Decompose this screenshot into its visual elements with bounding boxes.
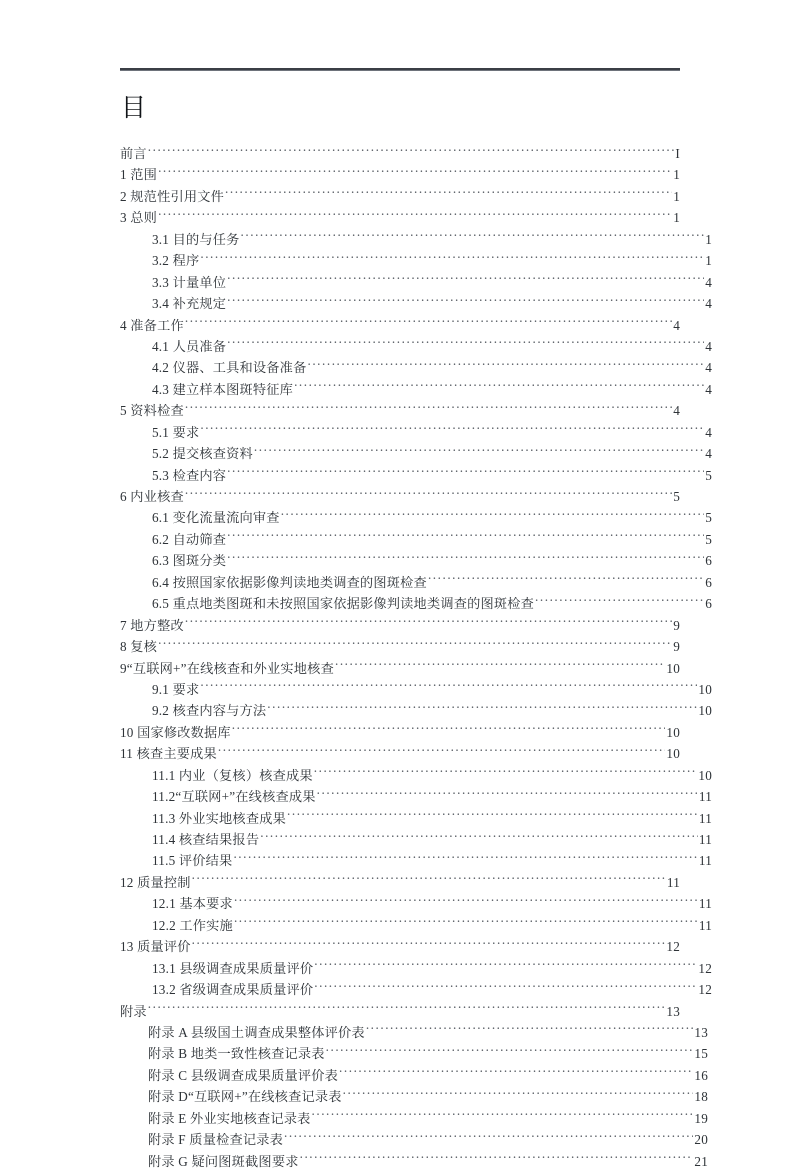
- toc-dot-leader: [314, 981, 697, 994]
- toc-dot-leader: [185, 316, 672, 329]
- toc-dot-leader: [335, 659, 665, 672]
- toc-entry-label: 8 复核: [120, 639, 158, 655]
- toc-entry-page-number: 9: [673, 617, 680, 633]
- toc-dot-leader: [232, 724, 666, 737]
- toc-entry-page-number: 11: [698, 896, 712, 912]
- toc-entry-page-number: 11: [698, 832, 712, 847]
- toc-entry-page-number: 10: [698, 767, 712, 783]
- toc-entry[interactable]: [120, 250, 712, 271]
- toc-entry-page-number: 11: [698, 917, 712, 933]
- toc-entry-label: 11.2“互联网+”在线核查成果: [152, 789, 316, 805]
- toc-entry-page-number: 11: [698, 789, 712, 805]
- toc-entry-label: 13 质量评价: [120, 939, 191, 955]
- toc-dot-leader: [314, 767, 698, 780]
- toc-dot-leader: [234, 895, 698, 908]
- toc-entry[interactable]: [120, 529, 712, 550]
- toc-dot-leader: [267, 702, 697, 715]
- toc-dot-leader: [326, 1045, 694, 1058]
- toc-dot-leader: [227, 466, 704, 479]
- toc-dot-leader: [200, 424, 704, 437]
- toc-entry-label: 12.1 基本要求: [152, 896, 233, 912]
- toc-entry-page-number: 12: [666, 939, 680, 955]
- toc-dot-leader: [366, 1024, 694, 1037]
- toc-entry-label: 前言: [120, 146, 147, 161]
- toc-dot-leader: [287, 809, 698, 822]
- toc-entry-label: 9.2 核查内容与方法: [152, 703, 267, 719]
- toc-entry-label: 13.1 县级调查成果质量评价: [152, 960, 314, 976]
- toc-entry-label: 1 范围: [120, 167, 158, 183]
- toc-entry-page-number: 1: [673, 188, 680, 204]
- toc-entry[interactable]: [120, 465, 712, 486]
- toc-entry-page-number: 15: [694, 1046, 708, 1062]
- toc-dot-leader: [227, 273, 704, 286]
- toc-entry-page-number: 1: [673, 210, 680, 226]
- toc-entry[interactable]: [120, 936, 680, 957]
- toc-entry-page-number: 6: [705, 596, 712, 612]
- toc-entry[interactable]: [120, 958, 712, 979]
- toc-dot-leader: [234, 917, 698, 930]
- toc-dot-leader: [260, 831, 698, 844]
- toc-entry-label: 11 核查主要成果: [120, 746, 217, 762]
- toc-entry[interactable]: [120, 315, 680, 336]
- toc-entry-label: 3 总则: [120, 210, 158, 226]
- toc-entry[interactable]: [120, 336, 712, 357]
- toc-entry[interactable]: [120, 379, 712, 400]
- toc-entry[interactable]: [120, 357, 712, 378]
- toc-entry-page-number: 12: [698, 960, 712, 976]
- toc-dot-leader: [312, 1110, 694, 1123]
- toc-entry-page-number: 10: [666, 724, 680, 740]
- toc-entry-label: 4.3 建立样本图斑特征库: [152, 381, 294, 397]
- toc-entry-label: 附录 G 疑问图斑截图要求: [148, 1153, 299, 1169]
- toc-entry[interactable]: [120, 1086, 708, 1107]
- toc-dot-leader: [185, 402, 672, 415]
- toc-entry-page-number: 1: [705, 253, 712, 269]
- toc-entry-page-number: 4: [705, 360, 712, 376]
- table-of-contents: [120, 143, 712, 1172]
- toc-entry-label: 附录 F 质量检查记录表: [148, 1132, 284, 1148]
- toc-entry[interactable]: [120, 1151, 708, 1172]
- toc-entry-label: 3.2 程序: [152, 253, 200, 269]
- toc-entry-page-number: 5: [705, 531, 712, 547]
- toc-entry[interactable]: [120, 808, 712, 829]
- toc-entry-page-number: 12: [698, 982, 712, 998]
- toc-entry[interactable]: [120, 143, 680, 164]
- toc-entry[interactable]: [120, 615, 680, 636]
- toc-entry-page-number: 4: [705, 424, 712, 440]
- toc-entry[interactable]: [120, 1108, 708, 1129]
- toc-dot-leader: [339, 1067, 693, 1080]
- toc-entry-label: 9.1 要求: [152, 681, 200, 697]
- toc-entry-label: 11.4 核查结果报告: [152, 832, 260, 847]
- toc-entry-label: 7 地方整改: [120, 617, 184, 633]
- toc-entry-label: 10 国家修改数据库: [120, 724, 231, 740]
- toc-entry[interactable]: [120, 1022, 708, 1043]
- toc-dot-leader: [185, 616, 672, 629]
- toc-entry-page-number: 9: [673, 639, 680, 655]
- toc-entry-label: 5.2 提交核查资料: [152, 446, 253, 462]
- toc-entry-page-number: 4: [705, 446, 712, 462]
- toc-entry-label: 6.5 重点地类图斑和未按照国家依据影像判读地类调查的图斑检查: [152, 596, 535, 612]
- toc-dot-leader: [227, 338, 704, 351]
- toc-entry-label: 6.3 图斑分类: [152, 553, 227, 569]
- toc-entry[interactable]: [120, 272, 712, 293]
- toc-entry-label: 5.3 检查内容: [152, 467, 227, 483]
- toc-entry[interactable]: [120, 572, 712, 593]
- toc-entry-page-number: 4: [673, 317, 680, 333]
- toc-entry-page-number: I: [675, 146, 680, 161]
- toc-entry-label: 附录: [120, 1003, 147, 1019]
- toc-entry-page-number: 11: [698, 853, 712, 869]
- toc-entry-label: 11.5 评价结果: [152, 853, 233, 869]
- toc-entry-page-number: 21: [694, 1153, 708, 1169]
- toc-dot-leader: [294, 381, 704, 394]
- toc-entry-label: 12 质量控制: [120, 874, 191, 890]
- toc-dot-leader: [225, 188, 672, 201]
- toc-entry-page-number: 11: [666, 874, 680, 890]
- toc-dot-leader: [314, 959, 697, 972]
- page-header-rule: [120, 68, 680, 72]
- toc-entry-page-number: 10: [698, 703, 712, 719]
- toc-entry-label: 6.2 自动筛查: [152, 531, 227, 547]
- toc-entry[interactable]: [120, 229, 712, 250]
- toc-dot-leader: [307, 359, 704, 372]
- toc-entry-page-number: 5: [673, 489, 680, 504]
- toc-entry-page-number: 18: [694, 1089, 708, 1105]
- toc-entry-page-number: 5: [705, 467, 712, 483]
- toc-dot-leader: [227, 295, 704, 308]
- toc-entry-label: 4 准备工作: [120, 317, 184, 333]
- toc-entry-label: 2 规范性引用文件: [120, 188, 225, 204]
- toc-dot-leader: [200, 681, 697, 694]
- toc-entry[interactable]: [120, 636, 680, 657]
- toc-dot-leader: [254, 445, 704, 458]
- toc-entry[interactable]: [120, 507, 712, 528]
- toc-dot-leader: [148, 1002, 666, 1015]
- toc-dot-leader: [158, 209, 672, 222]
- toc-dot-leader: [233, 852, 697, 865]
- toc-entry-page-number: 6: [705, 574, 712, 590]
- toc-dot-leader: [343, 1088, 694, 1101]
- toc-entry-label: 11.1 内业（复核）核查成果: [152, 767, 313, 783]
- toc-entry[interactable]: [120, 915, 712, 936]
- toc-dot-leader: [200, 252, 704, 265]
- toc-entry[interactable]: [120, 765, 712, 786]
- toc-entry[interactable]: [120, 658, 680, 679]
- toc-entry-page-number: 16: [694, 1067, 708, 1083]
- toc-entry[interactable]: [120, 1001, 680, 1022]
- toc-dot-leader: [428, 574, 704, 587]
- toc-entry-label: 3.3 计量单位: [152, 274, 227, 290]
- toc-dot-leader: [148, 145, 675, 158]
- toc-entry-label: 附录 B 地类一致性核查记录表: [148, 1046, 325, 1062]
- toc-entry-page-number: 5: [705, 510, 712, 526]
- toc-entry-page-number: 10: [666, 660, 680, 676]
- toc-dot-leader: [281, 509, 705, 522]
- toc-dot-leader: [218, 745, 665, 758]
- toc-entry-label: 11.3 外业实地核查成果: [152, 810, 286, 826]
- toc-entry-label: 9“互联网+”在线核查和外业实地核查: [120, 660, 334, 676]
- toc-entry[interactable]: [120, 700, 712, 721]
- toc-entry-label: 附录 D“互联网+”在线核查记录表: [148, 1089, 342, 1105]
- toc-dot-leader: [241, 231, 705, 244]
- toc-entry[interactable]: [120, 443, 712, 464]
- toc-dot-leader: [158, 166, 672, 179]
- toc-entry-page-number: 4: [705, 381, 712, 397]
- toc-entry-page-number: 20: [694, 1132, 708, 1148]
- toc-entry-page-number: 13: [694, 1024, 708, 1040]
- toc-entry-label: 附录 A 县级国土调查成果整体评价表: [148, 1024, 365, 1040]
- toc-entry-label: 5.1 要求: [152, 424, 200, 440]
- toc-dot-leader: [227, 531, 704, 544]
- toc-entry-label: 6 内业核查: [120, 489, 184, 504]
- toc-entry-page-number: 13: [666, 1003, 680, 1019]
- toc-entry-label: 附录 E 外业实地核查记录表: [148, 1110, 311, 1126]
- toc-entry-page-number: 4: [705, 296, 712, 312]
- toc-dot-leader: [535, 595, 704, 608]
- toc-entry[interactable]: [120, 593, 712, 614]
- toc-entry[interactable]: [120, 1129, 708, 1150]
- toc-entry-page-number: 1: [673, 167, 680, 183]
- toc-entry[interactable]: [120, 786, 712, 807]
- toc-entry[interactable]: [120, 743, 680, 764]
- toc-dot-leader: [227, 552, 704, 565]
- toc-entry-page-number: 10: [666, 746, 680, 762]
- toc-entry-page-number: 10: [698, 681, 712, 697]
- toc-entry-page-number: 1: [705, 231, 712, 247]
- page-title: 目: [121, 93, 147, 122]
- toc-entry-label: 3.4 补充规定: [152, 296, 227, 312]
- toc-entry-page-number: 11: [698, 810, 712, 826]
- toc-entry[interactable]: [120, 893, 712, 914]
- toc-entry[interactable]: [120, 979, 712, 1000]
- toc-entry-page-number: 4: [673, 403, 680, 419]
- toc-entry[interactable]: [120, 872, 680, 893]
- toc-entry[interactable]: [120, 186, 680, 207]
- toc-entry[interactable]: [120, 679, 712, 700]
- toc-entry[interactable]: [120, 422, 712, 443]
- toc-entry[interactable]: [120, 1043, 708, 1064]
- toc-entry-label: 13.2 省级调查成果质量评价: [152, 982, 314, 998]
- toc-entry[interactable]: [120, 550, 712, 571]
- toc-entry-label: 6.4 按照国家依据影像判读地类调查的图斑检查: [152, 574, 427, 590]
- toc-entry-page-number: 4: [705, 274, 712, 290]
- toc-entry[interactable]: [120, 400, 680, 421]
- toc-entry-label: 12.2 工作实施: [152, 917, 233, 933]
- toc-entry[interactable]: [120, 722, 680, 743]
- toc-entry[interactable]: [120, 850, 712, 871]
- toc-entry-label: 附录 C 县级调查成果质量评价表: [148, 1067, 339, 1083]
- toc-dot-leader: [185, 488, 672, 501]
- toc-dot-leader: [158, 638, 672, 651]
- toc-dot-leader: [192, 874, 666, 887]
- header-divider: [120, 68, 680, 71]
- toc-entry[interactable]: [120, 293, 712, 314]
- toc-entry[interactable]: [120, 1065, 708, 1086]
- toc-entry-label: 4.2 仪器、工具和设备准备: [152, 360, 307, 376]
- toc-entry-page-number: 4: [705, 338, 712, 354]
- toc-entry-label: 4.1 人员准备: [152, 338, 227, 354]
- toc-entry[interactable]: [120, 164, 680, 185]
- toc-entry-page-number: 19: [694, 1110, 708, 1126]
- toc-entry-label: 5 资料检查: [120, 403, 184, 419]
- toc-entry[interactable]: [120, 486, 680, 507]
- toc-entry-label: 6.1 变化流量流向审查: [152, 510, 280, 526]
- toc-dot-leader: [300, 1152, 694, 1165]
- toc-entry-label: 3.1 目的与任务: [152, 231, 240, 247]
- toc-entry[interactable]: [120, 829, 712, 850]
- toc-entry[interactable]: [120, 207, 680, 228]
- toc-entry-page-number: 6: [705, 553, 712, 569]
- toc-dot-leader: [317, 788, 698, 801]
- toc-dot-leader: [192, 938, 666, 951]
